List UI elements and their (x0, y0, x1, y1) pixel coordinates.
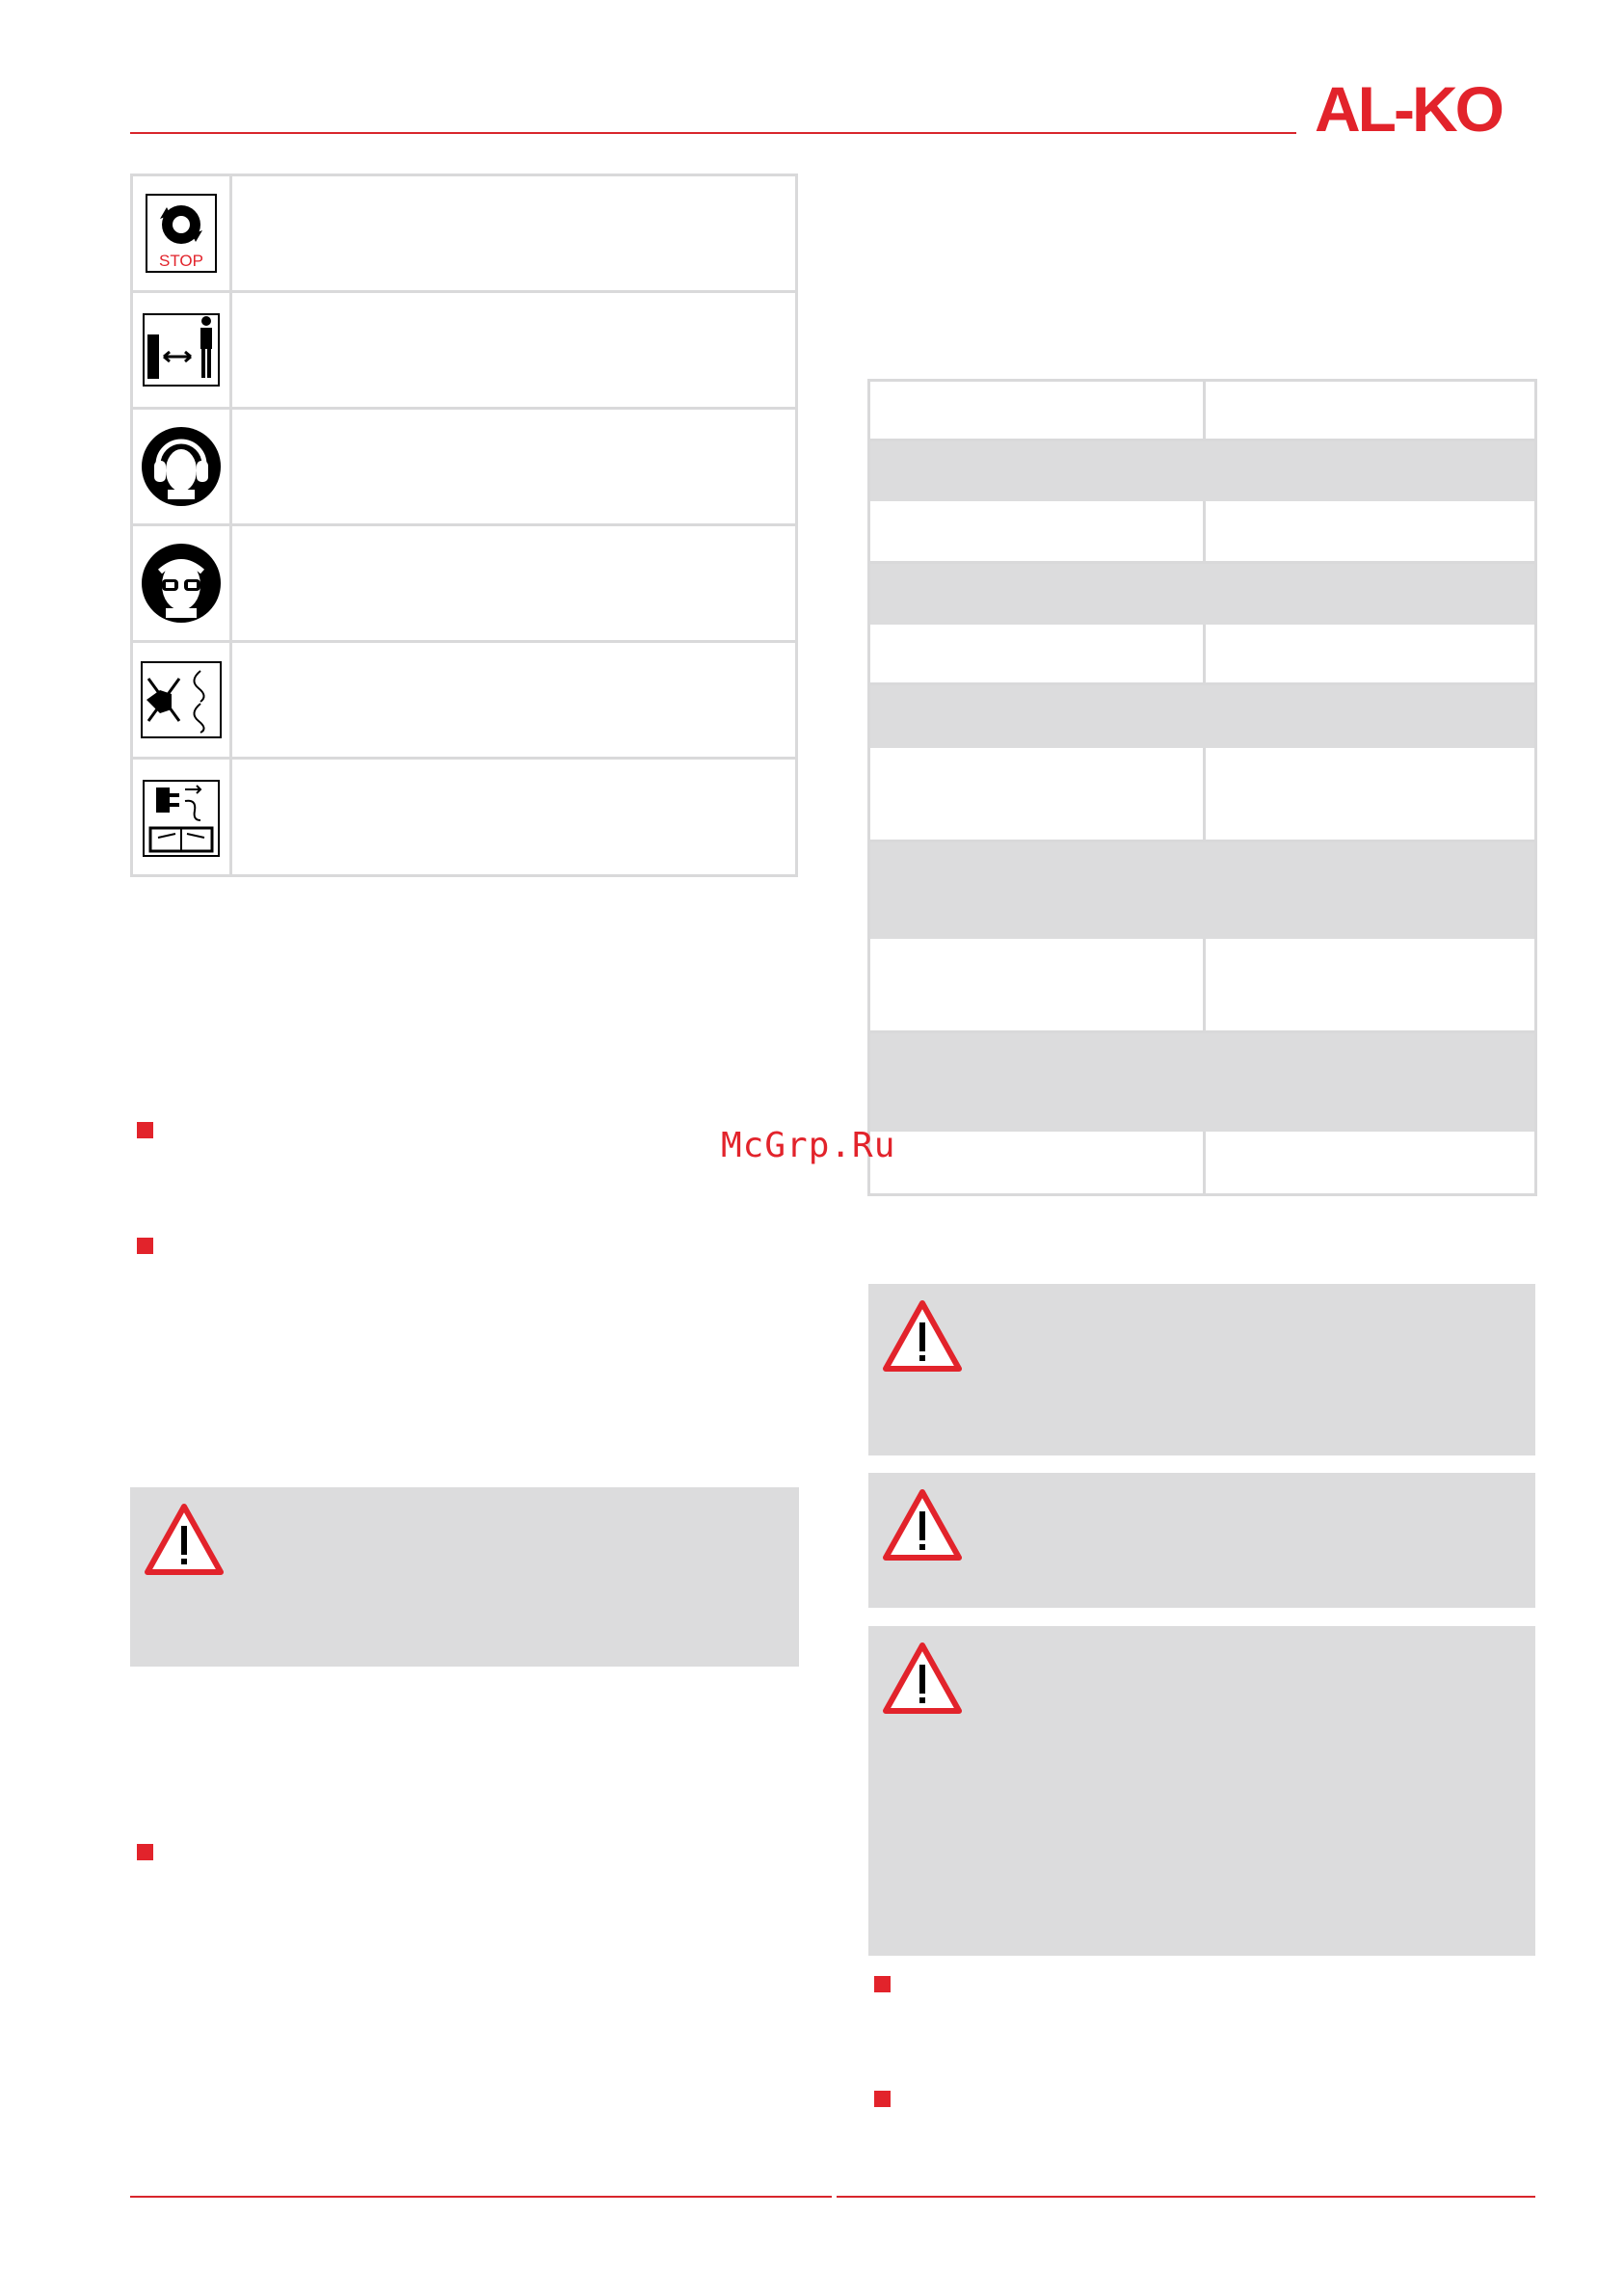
header-rule (130, 132, 1296, 134)
table-cell (1203, 501, 1534, 561)
table-row (870, 939, 1534, 1033)
table-cell (870, 939, 1203, 1030)
table-cell (1203, 625, 1534, 682)
table-cell (870, 748, 1203, 840)
table-cell (1203, 748, 1534, 840)
alko-logo (1315, 77, 1536, 137)
table-cell (1203, 939, 1534, 1030)
table-cell (870, 1132, 1203, 1193)
bullet-marker (137, 1122, 153, 1138)
bullet-marker (137, 1844, 153, 1860)
table-row (870, 1132, 1534, 1193)
bullet-marker (874, 1976, 891, 1992)
warning-triangle-icon (144, 1503, 225, 1576)
table-row (870, 382, 1534, 441)
table-row (870, 501, 1534, 564)
eye-protection-icon (133, 526, 232, 640)
table-row (870, 441, 1534, 501)
table-cell (1203, 382, 1534, 439)
unplug-read-manual-icon (133, 760, 232, 876)
warning-triangle-icon (882, 1642, 963, 1715)
stop-label: STOP (159, 252, 203, 270)
warning-box (130, 1487, 799, 1667)
table-row (870, 1033, 1534, 1132)
warning-box (868, 1284, 1535, 1455)
footer-rule-right (837, 2196, 1535, 2198)
symbol-row-unplug (133, 760, 795, 876)
blade-stop-icon (133, 176, 232, 290)
warning-box (868, 1626, 1535, 1956)
symbol-row-rain (133, 643, 795, 760)
table-row (870, 748, 1534, 842)
warning-triangle-icon (882, 1299, 963, 1373)
table-cell (870, 625, 1203, 682)
table-cell (1203, 1132, 1534, 1193)
table-row (870, 625, 1534, 685)
ear-protection-icon (133, 410, 232, 523)
table-cell (870, 501, 1203, 561)
warning-triangle-icon (882, 1488, 963, 1562)
svg-text:AL-KO: AL-KO (1315, 77, 1502, 137)
keep-distance-icon (133, 293, 232, 407)
technical-data-table (867, 379, 1537, 1196)
table-row (870, 685, 1534, 748)
footer-rule-left (130, 2196, 832, 2198)
symbol-row-stop (133, 176, 795, 293)
symbol-row-ear (133, 410, 795, 526)
watermark: McGrp.Ru (721, 1126, 896, 1165)
bullet-marker (874, 2091, 891, 2107)
no-rain-icon (133, 643, 232, 757)
symbol-row-eye (133, 526, 795, 643)
safety-symbols-table (130, 174, 798, 877)
table-row (870, 564, 1534, 625)
warning-box (868, 1473, 1535, 1608)
table-row (870, 842, 1534, 939)
symbol-row-distance (133, 293, 795, 410)
table-cell (870, 382, 1203, 439)
bullet-marker (137, 1238, 153, 1254)
